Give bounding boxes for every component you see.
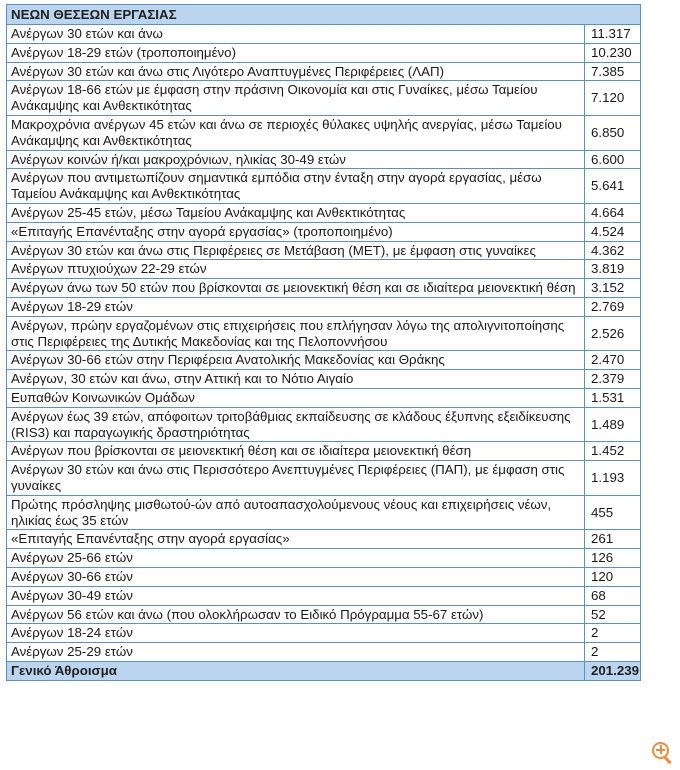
row-label: Ανέργων έως 39 ετών, απόφοιτων τριτοβάθμιας εκπαίδευσης σε κλάδους έξυπνης εξειδίκευσης (RIS3) και παραγωγικής δραστηριότητας bbox=[7, 407, 585, 442]
table-row bbox=[7, 222, 641, 241]
row-value: 1.489 bbox=[585, 407, 641, 442]
row-value: 6.600 bbox=[585, 150, 641, 169]
table-row bbox=[7, 442, 641, 461]
table-row bbox=[7, 81, 641, 116]
table-row bbox=[7, 62, 641, 81]
row-label: Ανέργων πτυχιούχων 22-29 ετών bbox=[7, 260, 585, 279]
row-label: Ανέργων 30-49 ετών bbox=[7, 586, 585, 605]
row-label: Ανέργων 30 ετών και άνω bbox=[7, 25, 585, 44]
table-row bbox=[7, 407, 641, 442]
table-row bbox=[7, 279, 641, 298]
table-row bbox=[7, 203, 641, 222]
row-label: Ανέργων άνω των 50 ετών που βρίσκονται σε μειονεκτική θέση και σε ιδιαίτερα μειονεκτική θέση bbox=[7, 279, 585, 298]
table-row bbox=[7, 567, 641, 586]
table-row bbox=[7, 605, 641, 624]
table-row bbox=[7, 530, 641, 549]
row-value: 2.470 bbox=[585, 351, 641, 370]
row-value: 2 bbox=[585, 624, 641, 643]
total-row bbox=[7, 661, 641, 680]
table-row bbox=[7, 370, 641, 389]
table-header-row bbox=[7, 5, 641, 25]
row-value: 120 bbox=[585, 567, 641, 586]
row-value: 7.120 bbox=[585, 81, 641, 116]
row-label: «Επιταγής Επανένταξης στην αγορά εργασίας» bbox=[7, 530, 585, 549]
row-label: Ανέργων 30-66 ετών στην Περιφέρεια Ανατολικής Μακεδονίας και Θράκης bbox=[7, 351, 585, 370]
row-label: Ανέργων 18-24 ετών bbox=[7, 624, 585, 643]
row-value: 10.230 bbox=[585, 43, 641, 62]
row-label: Ανέργων 30 ετών και άνω στις Λιγότερο Αναπτυγμένες Περιφέρειες (ΛΑΠ) bbox=[7, 62, 585, 81]
row-label: Ανέργων που αντιμετωπίζουν σημαντικά εμπόδια στην ένταξη στην αγορά εργασίας, μέσω Ταμείου Ανάκαμψης και Ανθεκτικότητας bbox=[7, 169, 585, 204]
row-value: 4.664 bbox=[585, 203, 641, 222]
table-row bbox=[7, 316, 641, 351]
row-label: Ανέργων 25-29 ετών bbox=[7, 643, 585, 662]
table-row bbox=[7, 388, 641, 407]
row-label: Ευπαθών Κοινωνικών Ομάδων bbox=[7, 388, 585, 407]
table-row bbox=[7, 115, 641, 150]
row-value: 2.379 bbox=[585, 370, 641, 389]
row-value: 11.317 bbox=[585, 25, 641, 44]
row-label: Ανέργων 30-66 ετών bbox=[7, 567, 585, 586]
row-value: 5.641 bbox=[585, 169, 641, 204]
row-label: Ανέργων 18-29 ετών bbox=[7, 297, 585, 316]
table-row bbox=[7, 241, 641, 260]
row-value: 3.819 bbox=[585, 260, 641, 279]
row-label: «Επιταγής Επανένταξης στην αγορά εργασίας» (τροποποιημένο) bbox=[7, 222, 585, 241]
table-row bbox=[7, 25, 641, 44]
row-value: 1.193 bbox=[585, 461, 641, 496]
table-row bbox=[7, 461, 641, 496]
table-row bbox=[7, 260, 641, 279]
row-label: Ανέργων 56 ετών και άνω (που ολοκλήρωσαν το Ειδικό Πρόγραμμα 55-67 ετών) bbox=[7, 605, 585, 624]
row-value: 3.152 bbox=[585, 279, 641, 298]
row-value: 6.850 bbox=[585, 115, 641, 150]
row-value: 7.385 bbox=[585, 62, 641, 81]
row-label: Ανέργων 30 ετών και άνω στις Περιφέρειες σε Μετάβαση (ΜΕΤ), με έμφαση στις γυναίκες bbox=[7, 241, 585, 260]
row-label: Ανέργων κοινών ή/και μακροχρόνιων, ηλικίας 30-49 ετών bbox=[7, 150, 585, 169]
row-label: Ανέργων 25-66 ετών bbox=[7, 549, 585, 568]
row-value: 261 bbox=[585, 530, 641, 549]
row-value: 126 bbox=[585, 549, 641, 568]
row-label: Ανέργων 25-45 ετών, μέσω Ταμείου Ανάκαμψης και Ανθεκτικότητας bbox=[7, 203, 585, 222]
table-row bbox=[7, 297, 641, 316]
row-label: Ανέργων που βρίσκονται σε μειονεκτική θέση και σε ιδιαίτερα μειονεκτική θέση bbox=[7, 442, 585, 461]
table-row bbox=[7, 351, 641, 370]
row-value: 1.452 bbox=[585, 442, 641, 461]
table-header-title: ΝΕΩΝ ΘΕΣΕΩΝ ΕΡΓΑΣΙΑΣ bbox=[7, 5, 641, 25]
table-row bbox=[7, 549, 641, 568]
row-label: Μακροχρόνια ανέργων 45 ετών και άνω σε περιοχές θύλακες υψηλής ανεργίας, μέσω Ταμείου Ανάκαμψης και Ανθεκτικότητας bbox=[7, 115, 585, 150]
row-value: 68 bbox=[585, 586, 641, 605]
table-row bbox=[7, 43, 641, 62]
row-label: Ανέργων, πρώην εργαζομένων στις επιχειρήσεις που επλήγησαν λόγω της απολιγνιτοποίησης στις Περιφέρειες της Δυτικής Μακεδονίας και της Πελοποννήσου bbox=[7, 316, 585, 351]
table-row bbox=[7, 643, 641, 662]
row-value: 4.524 bbox=[585, 222, 641, 241]
row-value: 2 bbox=[585, 643, 641, 662]
row-value: 455 bbox=[585, 495, 641, 530]
jobs-table bbox=[6, 4, 641, 681]
row-label: Ανέργων, 30 ετών και άνω, στην Αττική και το Νότιο Αιγαίο bbox=[7, 370, 585, 389]
row-label: Ανέργων 18-66 ετών με έμφαση στην πράσινη Οικονομία και στις Γυναίκες, μέσω Ταμείου Ανάκαμψης και Ανθεκτικότητας bbox=[7, 81, 585, 116]
table-row bbox=[7, 169, 641, 204]
zoom-in-icon[interactable] bbox=[650, 740, 674, 764]
row-value: 52 bbox=[585, 605, 641, 624]
row-value: 1.531 bbox=[585, 388, 641, 407]
table-row bbox=[7, 150, 641, 169]
total-label: Γενικό Άθροισμα bbox=[7, 661, 585, 680]
row-label: Πρώτης πρόσληψης μισθωτού-ών από αυτοαπασχολούμενους νέους και επιχειρήσεις νέων, ηλικίας έως 35 ετών bbox=[7, 495, 585, 530]
row-value: 2.526 bbox=[585, 316, 641, 351]
row-label: Ανέργων 30 ετών και άνω στις Περισσότερο Ανεπτυγμένες Περιφέρειες (ΠΑΠ), με έμφαση στις γυναίκες bbox=[7, 461, 585, 496]
total-value: 201.239 bbox=[585, 661, 641, 680]
row-value: 2.769 bbox=[585, 297, 641, 316]
table-row bbox=[7, 624, 641, 643]
table-row bbox=[7, 495, 641, 530]
row-label: Ανέργων 18-29 ετών (τροποποιημένο) bbox=[7, 43, 585, 62]
row-value: 4.362 bbox=[585, 241, 641, 260]
table-row bbox=[7, 586, 641, 605]
